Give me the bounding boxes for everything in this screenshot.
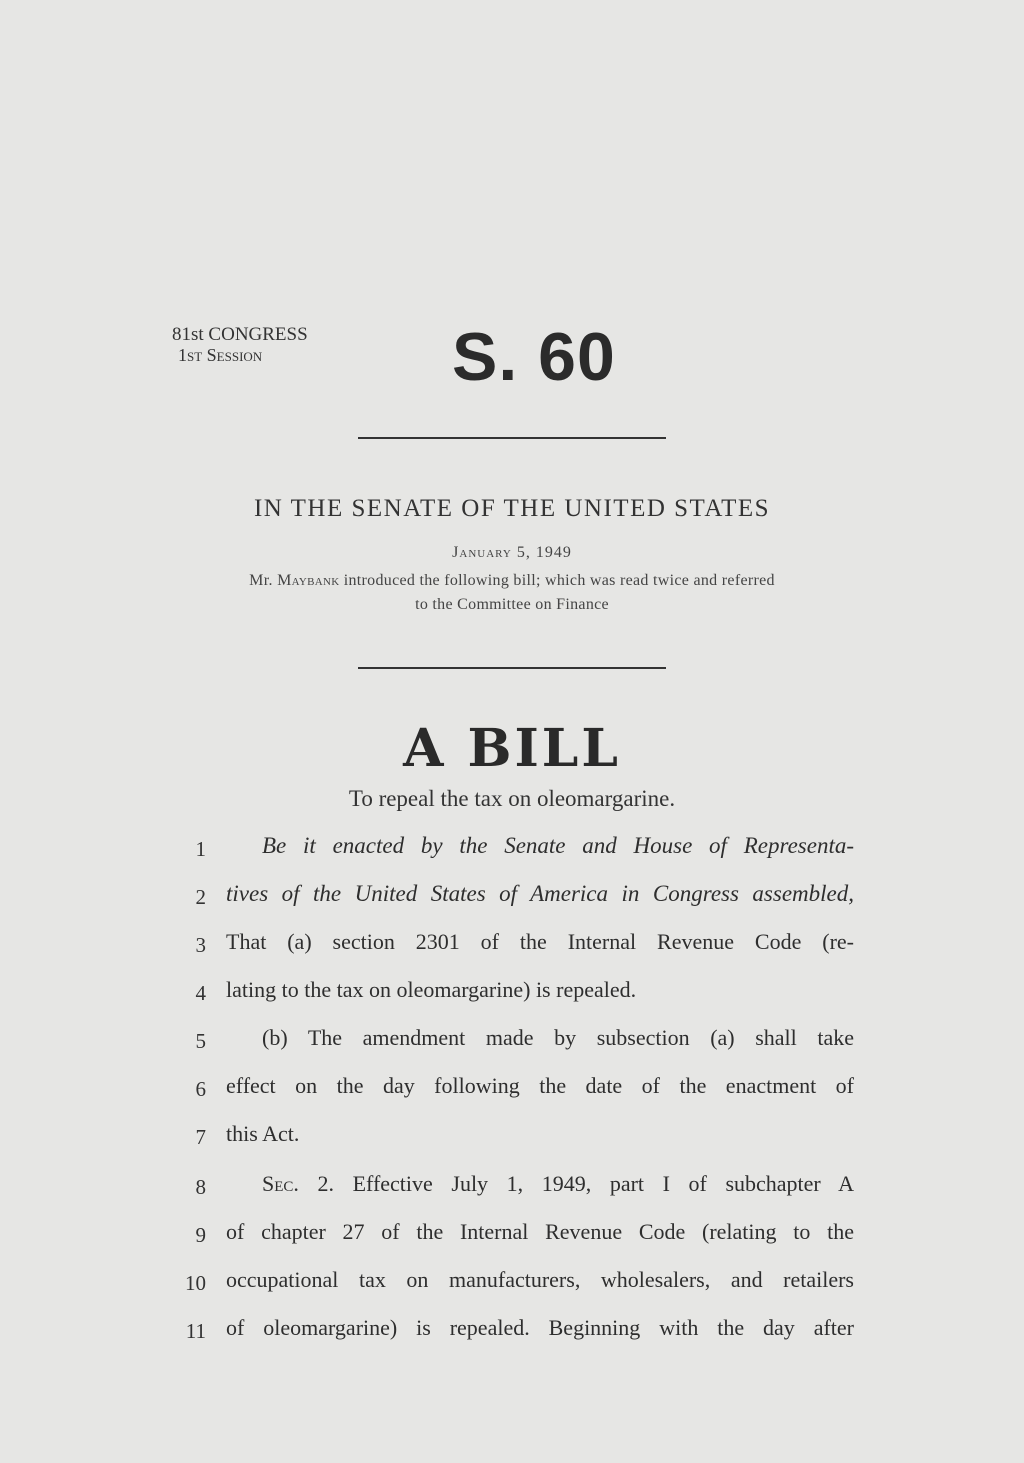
- bill-line: [180, 1219, 860, 1259]
- line-text: of oleomargarine) is repealed. Beginning with the day after: [226, 1315, 854, 1340]
- bill-purpose: To repeal the tax on oleomargarine.: [348, 786, 676, 811]
- line-number: 6: [195, 1077, 206, 1101]
- line-number: 9: [195, 1223, 206, 1247]
- line-number: 4: [195, 981, 206, 1005]
- bill-line: [180, 881, 860, 921]
- bill-line: [180, 1073, 860, 1113]
- line-number: 1: [195, 837, 206, 861]
- line-text: this Act.: [226, 1121, 300, 1146]
- sponsor-name: Maybank: [277, 572, 340, 589]
- congress-label: 81st CONGRESS: [172, 324, 308, 345]
- line-number: 7: [195, 1125, 206, 1149]
- introduction-line-1: [0, 572, 1024, 590]
- introduction-date: January 5, 1949: [452, 544, 572, 561]
- introduction-text: introduced the following bill; which was read twice and referred: [343, 572, 775, 589]
- divider-rule: [358, 667, 666, 669]
- line-text: That (a) section 2301 of the Internal Revenue Code (re-: [226, 929, 854, 954]
- bill-line: [180, 977, 860, 1017]
- divider-rule: [358, 437, 666, 439]
- line-number: 10: [185, 1271, 206, 1295]
- line-number: 5: [195, 1029, 206, 1053]
- bill-number: S. 60: [452, 319, 616, 395]
- line-text: (b) The amendment made by subsection (a) shall take: [262, 1025, 854, 1050]
- bill-line: [180, 1315, 860, 1355]
- line-number: 8: [195, 1175, 206, 1199]
- line-number: 2: [195, 885, 206, 909]
- line-text: [262, 1171, 854, 1197]
- congress-session-block: [172, 324, 342, 366]
- line-text: lating to the tax on oleomargarine) is repealed.: [226, 977, 637, 1002]
- line-text: occupational tax on manufacturers, wholesalers, and retailers: [226, 1267, 854, 1292]
- line-text: effect on the day following the date of the enactment of: [226, 1073, 854, 1098]
- line-number: 3: [195, 933, 206, 957]
- section-text: 2. Effective July 1, 1949, part I of subchapter A: [317, 1171, 854, 1196]
- bill-line: [180, 1267, 860, 1307]
- bill-line: [180, 833, 860, 873]
- line-text: tives of the United States of America in Congress assembled,: [226, 881, 854, 906]
- sponsor-title: Mr.: [249, 572, 273, 589]
- chamber-heading: IN THE SENATE OF THE UNITED STATES: [253, 495, 771, 522]
- bill-line: [180, 1025, 860, 1065]
- session-label: 1st Session: [178, 345, 263, 365]
- introduction-line-2: to the Committee on Finance: [415, 596, 609, 613]
- section-label: Sec.: [262, 1171, 299, 1196]
- line-number: 11: [185, 1319, 206, 1343]
- bill-line: [180, 1121, 860, 1161]
- line-text: of chapter 27 of the Internal Revenue Code (relating to the: [226, 1219, 854, 1244]
- bill-heading: A BILL: [403, 718, 621, 779]
- line-text: Be it enacted by the Senate and House of Representa-: [262, 833, 854, 858]
- bill-line: [180, 1171, 860, 1211]
- bill-line: [180, 929, 860, 969]
